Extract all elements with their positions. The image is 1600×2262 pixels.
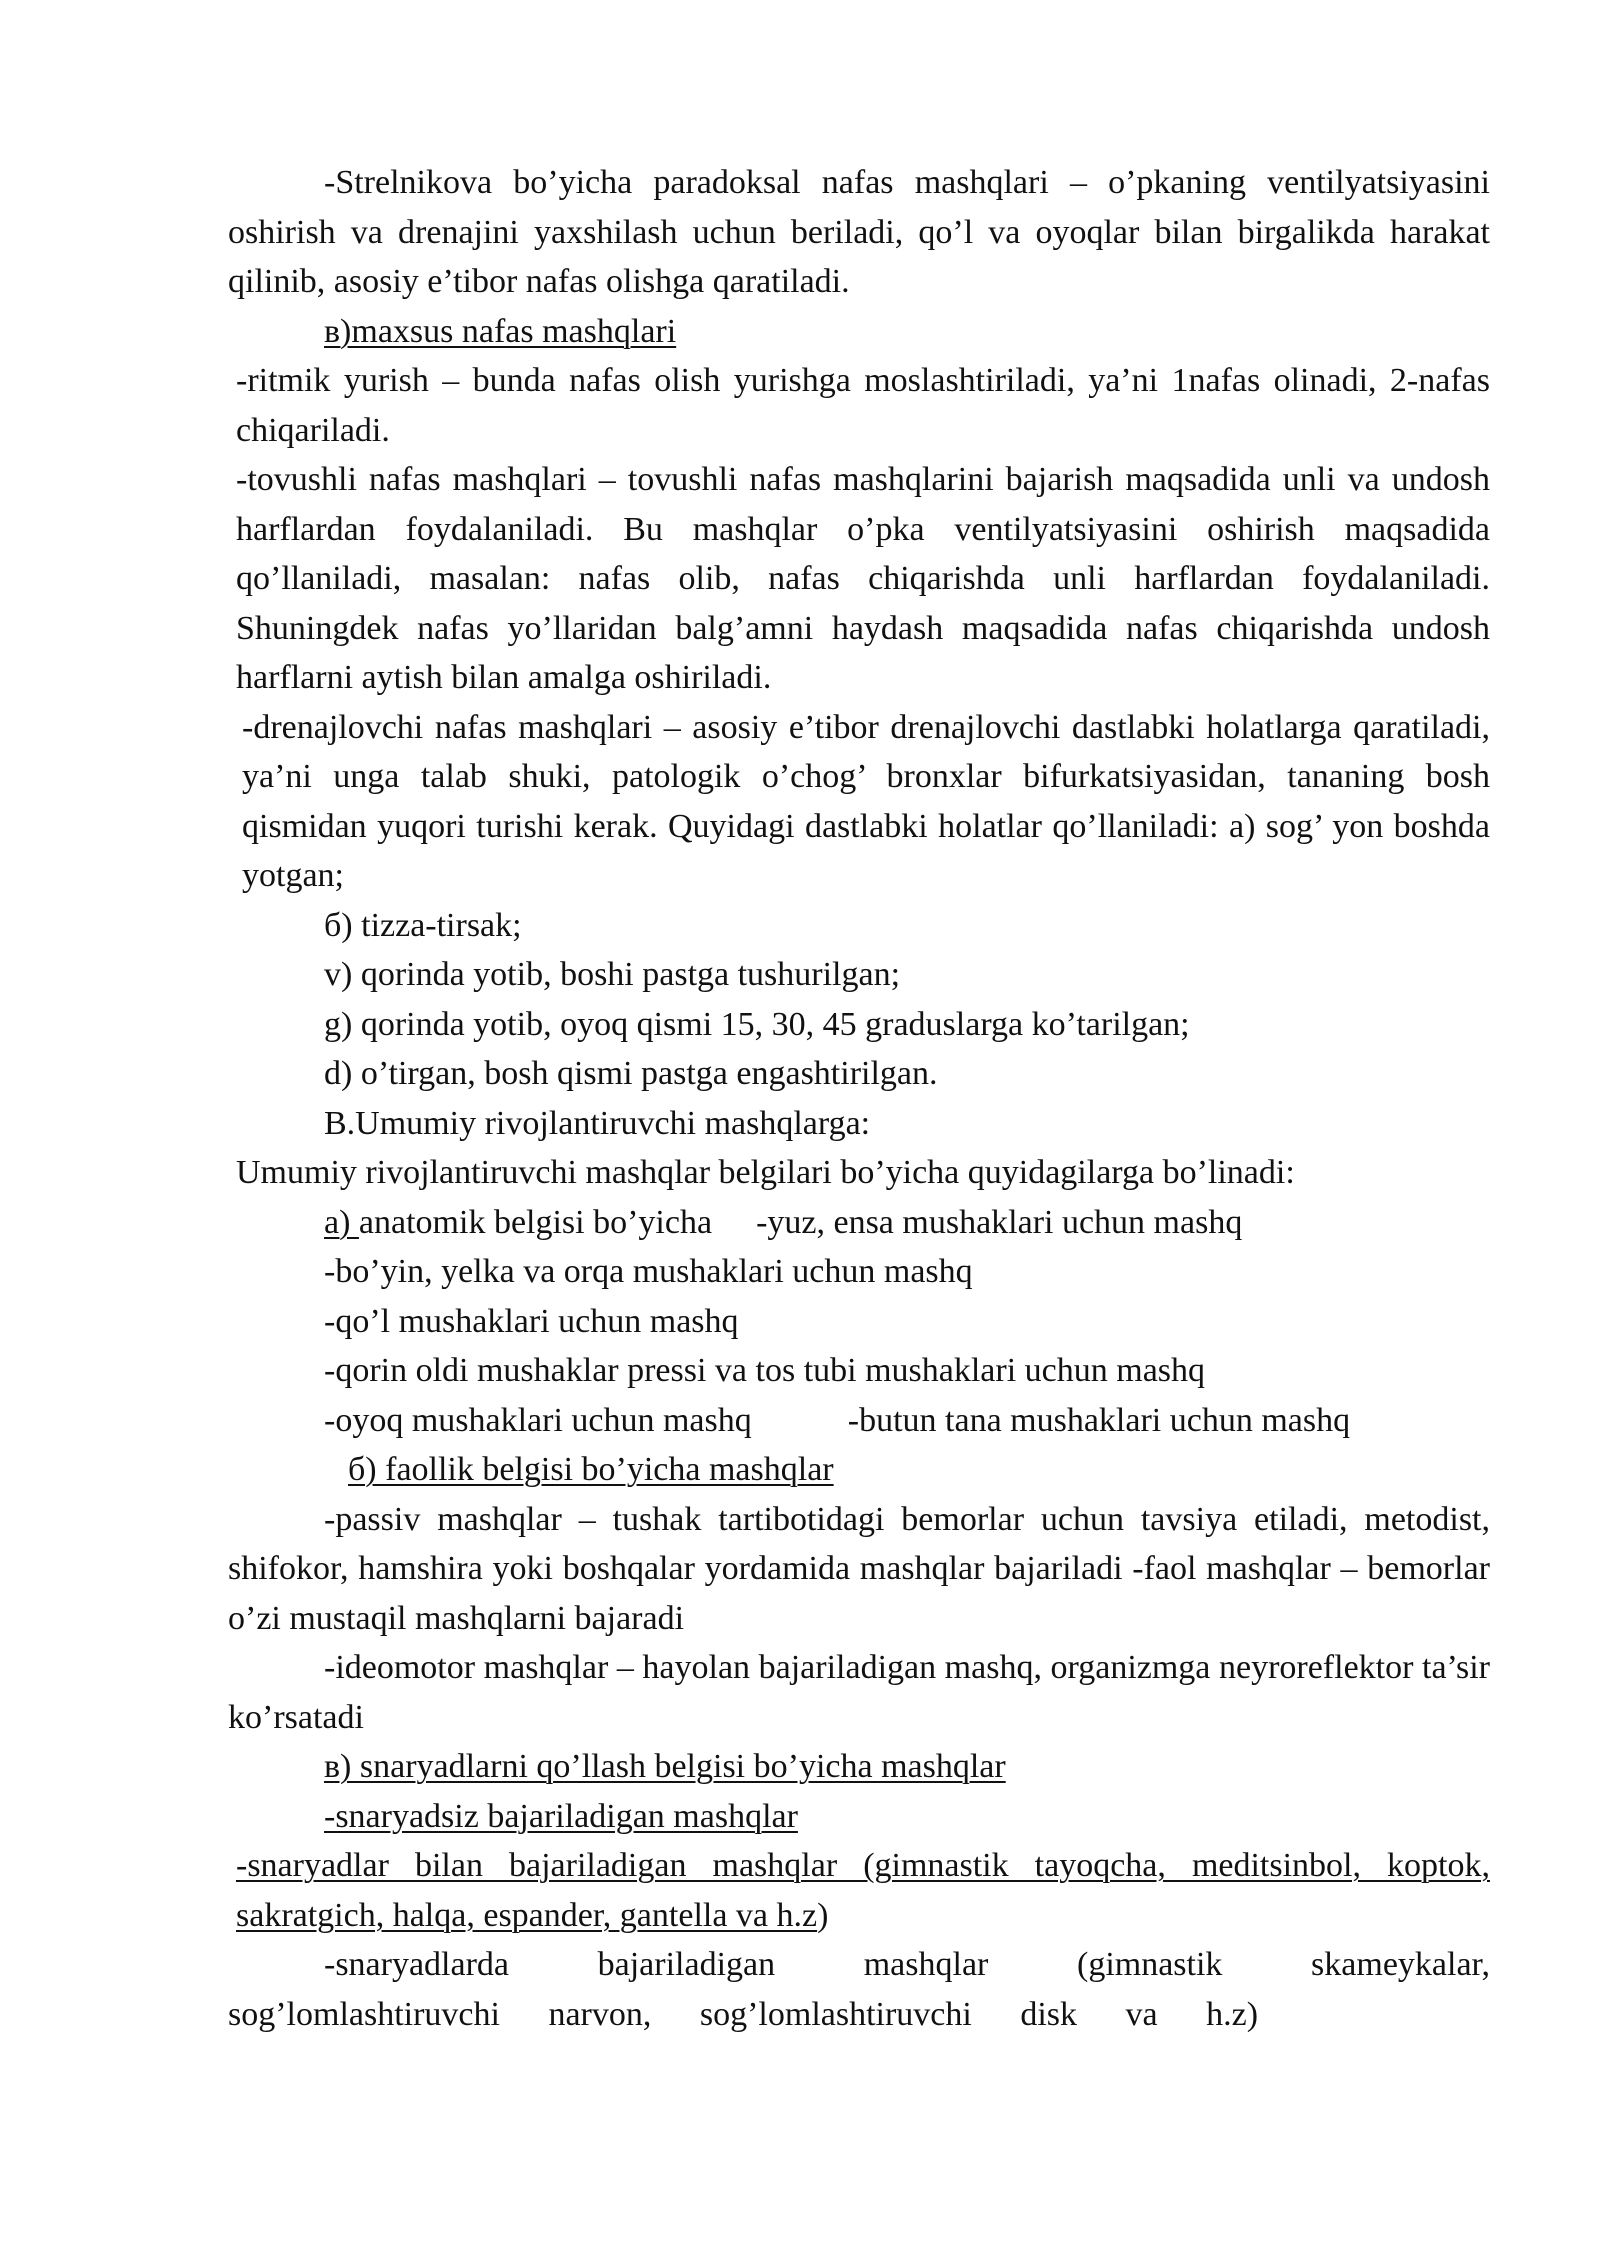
oyoq-text: -oyoq mushaklari uchun mashq bbox=[324, 1401, 752, 1439]
paragraph-strelnikova: -Strelnikova bo’yicha paradoksal nafas mashqlari – o’pkaning ventilyatsiyasini oshirish va drenajini yaxshilash uchun beriladi, qo’l va oyoqlar bilan birgalikda harakat qilinib, asosiy e’tibor nafas olishga qaratiladi. bbox=[228, 164, 1490, 300]
paragraph-umumiy-intro: Umumiy rivojlantiruvchi mashqlar belgilari bo’yicha quyidagilarga bo’linadi: bbox=[236, 1154, 1295, 1191]
document-page bbox=[228, 158, 1490, 2039]
anatomik-yuz: -yuz, ensa mushaklari uchun mashq bbox=[756, 1203, 1243, 1241]
paragraph-snaryadlar-bilan bbox=[228, 1841, 1490, 1940]
heading-faollik-text: б) faollik belgisi bo’yicha mashqlar bbox=[348, 1451, 834, 1488]
list-item-qorin: -qorin oldi mushaklar pressi va tos tubi mushaklari uchun mashq bbox=[324, 1352, 1206, 1389]
list-item-boyin: -bo’yin, yelka va orqa mushaklari uchun mashq bbox=[324, 1253, 973, 1290]
heading-snaryad-text: в) snaryadlarni qo’llash belgisi bo’yicha mashqlar bbox=[324, 1748, 1006, 1785]
list-item-oyoq-butun bbox=[228, 1396, 1490, 1446]
paragraph-tovushli: -tovushli nafas mashqlari – tovushli nafas mashqlarini bajarish maqsadida unli va undosh harflardan foydalaniladi. Bu mashqlar o’pka ventilyatsiyasini oshirish maqsadida qo’llaniladi, masalan: nafas olib, nafas chiqarishda unli harflardan foydalaniladi. Shuningdek nafas yo’llaridan balg’amni haydash maqsadida nafas chiqarishda undosh harflarni aytish bilan amalga oshiriladi. bbox=[236, 461, 1490, 696]
heading-special-breathing-text: в)maxsus nafas mashqlari bbox=[324, 312, 677, 350]
list-item-qol: -qo’l mushaklari uchun mashq bbox=[324, 1302, 739, 1340]
paragraph-ritmik: -ritmik yurish – bunda nafas olish yurishga moslashtiriladi, ya’ni 1nafas olinadi, 2-nafas chiqariladi. bbox=[236, 362, 1490, 449]
heading-faollik bbox=[228, 1445, 1490, 1495]
snaryadlar-bilan-close: ) bbox=[817, 1896, 829, 1934]
section-heading-b: B.Umumiy rivojlantiruvchi mashqlarga: bbox=[324, 1104, 871, 1142]
heading-snaryad bbox=[228, 1742, 1490, 1792]
paragraph-drenaj: -drenajlovchi nafas mashqlari – asosiy e’tibor drenajlovchi dastlabki holatlarga qaratiladi, ya’ni unga talab shuki, patologik o’chog’ bronxlar bifurkatsiyasidan, tananing bosh qismidan yuqori turishi kerak. Quyidagi dastlabki holatlar qo’llaniladi: a) sog’ yon boshda yotgan; bbox=[242, 708, 1490, 894]
heading-special-breathing bbox=[228, 307, 1490, 357]
list-item-pos-d: d) o’tirgan, bosh qismi pastga engashtirilgan. bbox=[324, 1055, 938, 1092]
list-item-snaryadsiz bbox=[228, 1792, 1490, 1842]
anatomik-prefix: a) bbox=[324, 1203, 359, 1241]
list-item-pos-b: б) tizza-tirsak; bbox=[324, 906, 522, 944]
paragraph-passiv: -passiv mashqlar – tushak tartibotidagi bemorlar uchun tavsiya etiladi, metodist, shifokor, hamshira yoki boshqalar yordamida mashqlar bajariladi -faol mashqlar – bemorlar o’zi mustaqil mashqlarni bajaradi bbox=[228, 1500, 1490, 1637]
snaryadsiz-text: -snaryadsiz bajariladigan mashqlar bbox=[324, 1797, 798, 1835]
list-item-anatomik bbox=[228, 1198, 1490, 1248]
paragraph-snaryadlarda: -snaryadlarda bajariladigan mashqlar (gimnastik skameykalar, sog’lomlashtiruvchi narvon, sog’lomlashtiruvchi disk va h.z) bbox=[228, 1946, 1490, 2033]
list-item-pos-v: v) qorinda yotib, boshi pastga tushurilgan; bbox=[324, 956, 901, 993]
paragraph-ideomotor: -ideomotor mashqlar – hayolan bajariladigan mashq, organizmga neyroreflektor ta’sir ko’rsatadi bbox=[228, 1649, 1490, 1736]
anatomik-label: anatomik belgisi bo’yicha bbox=[358, 1203, 713, 1241]
snaryadlar-bilan-text: -snaryadlar bilan bajariladigan mashqlar (gimnastik tayoqcha, meditsinbol, koptok, sakratgich, halqa, espander, gantella va h.z bbox=[236, 1847, 1490, 1934]
butun-text: -butun tana mushaklari uchun mashq bbox=[847, 1401, 1351, 1439]
list-item-pos-g: g) qorinda yotib, oyoq qismi 15, 30, 45 graduslarga ko’tarilgan; bbox=[324, 1005, 1190, 1043]
